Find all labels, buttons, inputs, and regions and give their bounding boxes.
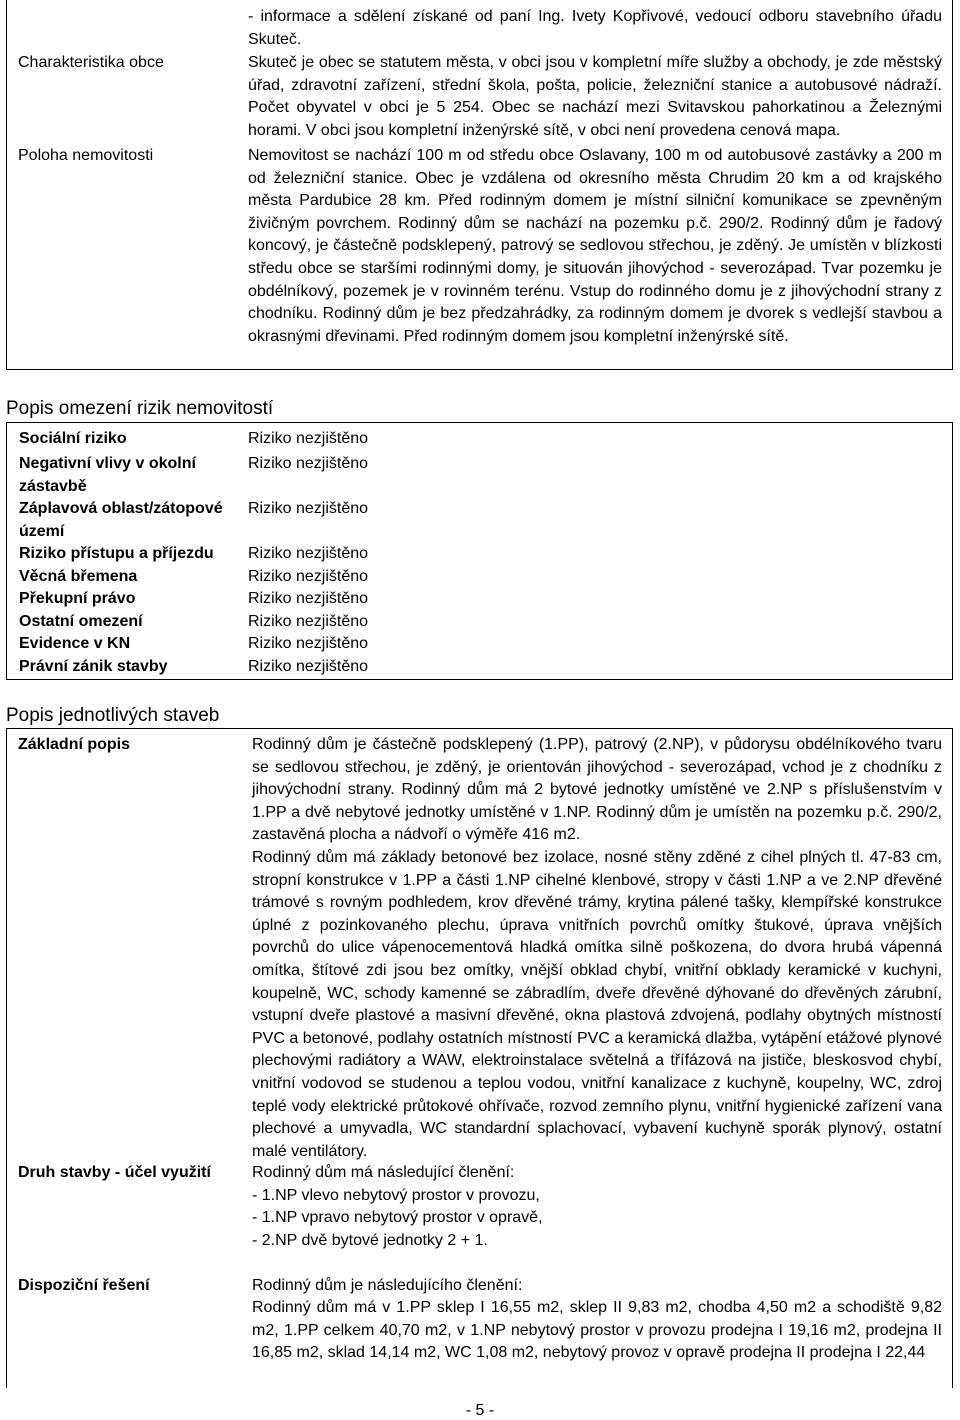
druh-stavby-line: - 2.NP dvě bytové jednotky 2 + 1. xyxy=(252,1231,488,1249)
poloha-text: Nemovitost se nachází 100 m od středu obce Oslavany, 100 m od autobusové zastávky a 200 m od železniční stanice. Obec je vzdálena od okresního města Chrudim 20 km a od krajského města Pardubice 28 km. Před rodinným domem je místní silniční komunikace se zpevněným živičným povrchem. Rodinný dům se nachází na pozemku p.č. 290/2. Rodinný dům je řadový koncový, je částečně podsklepený, patrový se sedlovou střechou, je zděný. Je umístěn v blízkosti středu obce se staršími rodinnými domy, je situován jihovýchod - severozápad. Tvar pozemku je obdélníkový, pozemek je v rovinném terénu. Vstup do rodinného domu je z jihovýchodní strany z chodníku. Rodinný dům je bez předzahrádky, za rodinným domem je dvorek s vedlejší stavbou a okrasnými dřevinami. Před rodinným domem jsou kompletní inženýrské sítě. xyxy=(248,147,942,345)
risk-label: Evidence v KN xyxy=(19,635,131,652)
charakteristika-text: Skuteč je obec se statutem města, v obci jsou v kompletní míře služby a obchody, je zde městský úřad, zdravotní zařízení, střední škola, pošta, policie, železniční stanice a autobusové nádraží. Počet obyvatel v obci je 5 254. Obec se nachází mezi Svitavskou pahorkatinou a Železnými horami. V obci jsou kompletní inženýrské sítě, v obci není provedena cenová mapa. xyxy=(248,54,942,139)
risks-section-title: Popis omezení rizik nemovitostí xyxy=(6,398,274,419)
zakladni-popis-paragraph-1: Rodinný dům je částečně podsklepený (1.PP), patrový (2.NP), v půdorysu obdélníkového tvaru se sedlovou střechou, je zděný, je orientován jihovýchod - severozápad, vchod je z chodníku z jihovýchodní strany. Rodinný dům má 2 bytové jednotky umístěné ve 2.NP s příslušenstvím v 1.PP a dvě nebytové jednotky umístěné v 1.NP. Rodinný dům je umístěn na pozemku p.č. 290/2, zastavěná plocha a nádvoří o výměře 416 m2. xyxy=(252,736,942,844)
risk-value: Riziko nezjištěno xyxy=(248,613,369,630)
risk-value: Riziko nezjištěno xyxy=(248,590,369,607)
information-source-line: - informace a sdělení získané od paní Ing. Ivety Kopřivové, vedoucí odboru stavebního úřadu Skuteč. xyxy=(248,8,942,48)
risk-value: Riziko nezjištěno xyxy=(248,500,369,517)
page-number: - 5 - xyxy=(465,1402,495,1419)
druh-stavby-label: Druh stavby - účel využití xyxy=(18,1164,211,1181)
dispozicni-reseni-intro: Rodinný dům je následujícího členění: xyxy=(252,1277,523,1294)
buildings-section-title: Popis jednotlivých staveb xyxy=(6,705,220,726)
risk-label: Překupní právo xyxy=(19,590,136,607)
risk-value: Riziko nezjištěno xyxy=(248,635,369,652)
zakladni-popis-paragraph-2: Rodinný dům má základy betonové bez izolace, nosné stěny zděné z cihel plných tl. 47-83 cm, stropní konstrukce v 1.PP a části 1.NP cihelné klenbové, stropy v části 1.NP a ve 2.NP dřevěné trámové s rovným podhledem, krov dřevěné trámy, krytina pálené tašky, klempířské konstrukce úplné z pozinkovaného plechu, úprava vnitřních povrchů omítky štukové, úprava vnějších povrchů do ulice vápenocementová hladká omítka silně poškozena, do dvora hrubá vápenná omítka, štítové zdi jsou bez omítky, vnější obklad chybí, vnitřní obklady keramické v kuchyni, koupelně, WC, schody kamenné se zábradlím, dveře dřevěné dýhované do dřevěných zárubní, vstupní dveře plastové a masivní dřevěné, okna plastová zdvojená, podlahy obytných místností PVC a betonové, podlahy ostatních místností PVC a keramická dlažba, vytápění etážové plynové plechovými radiátory a WAW, elektroinstalace světelná a třífázová na jističe, bleskosvod chybí, vnitřní vodovod se studenou a teplou vodou, vnitřní kanalizace z kuchyně, koupelny, WC, zdroj teplé vody elektrické průtokové ohřívače, rozvod zemního plynu, vnitřní hygienické zařízení vana plechové a umyvadla, WC standardní splachovací, vybavení kuchyně sporák plynový, ostatní malé ventilátory. xyxy=(252,849,942,1160)
risk-value: Riziko nezjištěno xyxy=(248,658,369,675)
dispozicni-reseni-label: Dispoziční řešení xyxy=(18,1277,150,1294)
risk-label: Ostatní omezení xyxy=(19,613,143,630)
poloha-label: Poloha nemovitosti xyxy=(18,147,154,164)
risk-value: Riziko nezjištěno xyxy=(248,455,369,472)
dispozicni-reseni-text: Rodinný dům má v 1.PP sklep I 16,55 m2, sklep II 9,83 m2, chodba 4,50 m2 a schodiště 9,82 m2, 1.PP celkem 40,70 m2, v 1.NP nebytový prostor v provozu prodejna I 19,16 m2, prodejna II 16,85 m2, sklad 14,14 m2, WC 1,08 m2, nebytový provoz v opravě prodejna II prodejna I 22,44 xyxy=(252,1299,942,1362)
risk-label: Právní zánik stavby xyxy=(19,658,168,675)
risk-value: Riziko nezjištěno xyxy=(248,545,369,562)
risk-label: Sociální riziko xyxy=(19,430,127,447)
druh-stavby-list xyxy=(252,1162,942,1252)
druh-stavby-line: - 1.NP vlevo nebytový prostor v provozu, xyxy=(252,1186,540,1204)
risks-table xyxy=(6,422,953,680)
risk-value: Riziko nezjištěno xyxy=(248,430,369,447)
risk-value: Riziko nezjištěno xyxy=(248,568,369,585)
zakladni-popis-label: Základní popis xyxy=(18,736,131,753)
risk-label: Záplavová oblast/zátopové území xyxy=(19,500,223,540)
risk-label: Negativní vlivy v okolní zástavbě xyxy=(19,455,196,495)
risk-label: Věcná břemena xyxy=(19,568,138,585)
druh-stavby-line: Rodinný dům má následující členění: xyxy=(252,1164,515,1181)
druh-stavby-line: - 1.NP vpravo nebytový prostor v opravě, xyxy=(252,1209,543,1227)
charakteristika-label: Charakteristika obce xyxy=(18,54,164,71)
risk-label: Riziko přístupu a příjezdu xyxy=(19,545,214,562)
